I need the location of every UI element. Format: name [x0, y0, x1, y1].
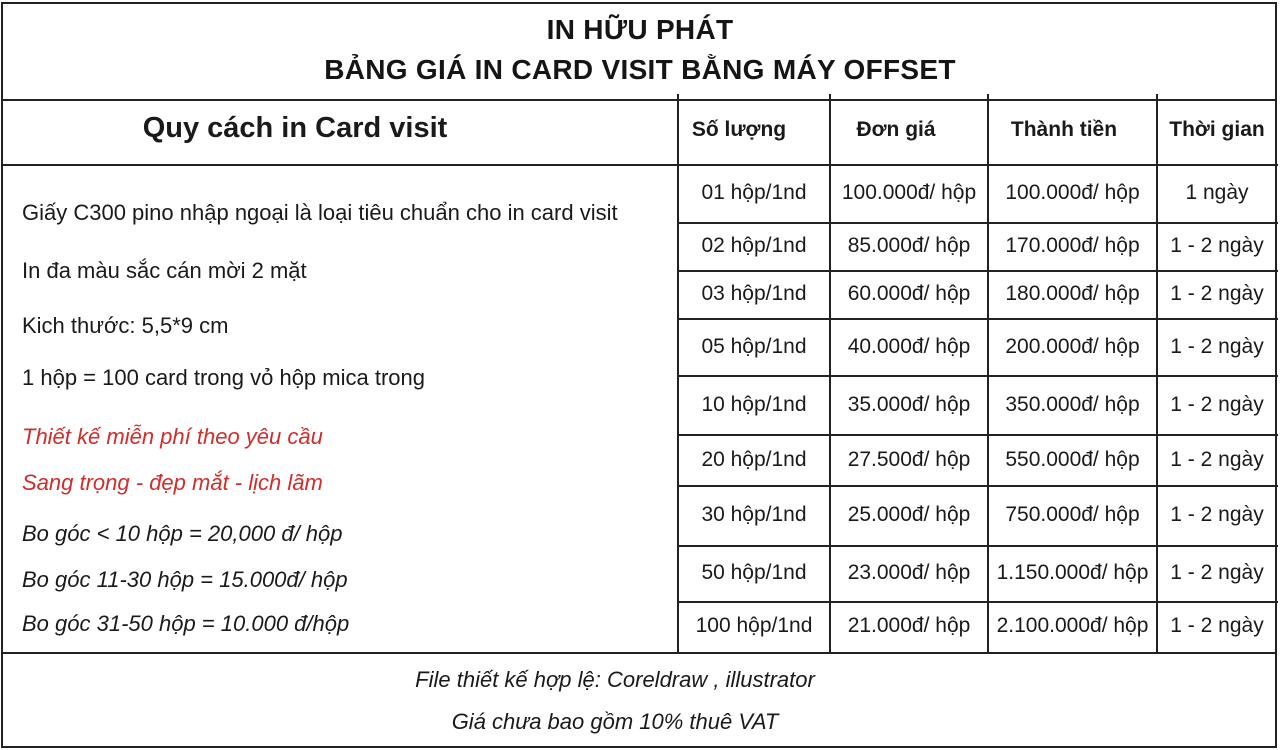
cell-quantity: 02 hộp/1nd — [701, 234, 807, 257]
cell-total: 350.000đ/ hộp — [1005, 392, 1140, 416]
cell-total: 100.000đ/ hộp — [1005, 181, 1140, 204]
footer-vat-note: Giá chưa bao gồm 10% thuê VAT — [451, 709, 779, 734]
cell-unit-price: 23.000đ/ hộp — [847, 561, 971, 584]
cell-unit-price: 40.000đ/ hộp — [847, 334, 971, 358]
col-header-unit-price: Đơn giá — [856, 118, 936, 141]
cell-total: 550.000đ/ hộp — [1005, 447, 1140, 471]
cell-unit-price: 35.000đ/ hộp — [847, 392, 971, 416]
cell-quantity: 50 hộp/1nd — [701, 561, 807, 584]
title-divider — [1, 99, 1277, 101]
table-row-divider — [677, 545, 1278, 547]
cell-duration: 1 - 2 ngày — [1170, 334, 1264, 358]
highlight-elegant: Sang trọng - đẹp mắt - lịch lãm — [22, 470, 323, 495]
cell-quantity: 100 hộp/1nd — [695, 613, 813, 637]
table-row-divider — [677, 375, 1278, 377]
col-header-quantity: Số lượng — [691, 118, 787, 141]
col-header-total: Thành tiền — [1010, 118, 1118, 141]
cell-total: 170.000đ/ hộp — [1005, 234, 1140, 257]
footer-file-formats: File thiết kế hợp lệ: Coreldraw , illustrator — [415, 667, 815, 692]
cell-duration: 1 - 2 ngày — [1170, 392, 1264, 416]
footer-divider — [1, 652, 1277, 654]
table-row-divider — [677, 164, 1278, 166]
spec-box: 1 hộp = 100 card trong vỏ hộp mica trong — [22, 365, 425, 390]
sheet-title: BẢNG GIÁ IN CARD VISIT BẰNG MÁY OFFSET — [324, 54, 956, 85]
cell-quantity: 30 hộp/1nd — [701, 503, 807, 526]
spec-color: In đa màu sắc cán mời 2 mặt — [22, 258, 307, 283]
cell-quantity: 10 hộp/1nd — [701, 392, 807, 416]
corner-price-2: Bo góc 11-30 hộp = 15.000đ/ hộp — [22, 567, 348, 592]
cell-duration: 1 ngày — [1185, 181, 1249, 204]
table-row-divider — [677, 601, 1278, 603]
cell-quantity: 01 hộp/1nd — [701, 181, 807, 204]
cell-duration: 1 - 2 ngày — [1170, 282, 1264, 305]
cell-unit-price: 25.000đ/ hộp — [847, 503, 971, 526]
table-row-divider — [677, 485, 1278, 487]
cell-quantity: 03 hộp/1nd — [701, 282, 807, 305]
table-row-divider — [677, 270, 1278, 272]
cell-total: 750.000đ/ hộp — [1005, 503, 1140, 526]
cell-total: 2.100.000đ/ hộp — [996, 613, 1149, 637]
cell-duration: 1 - 2 ngày — [1170, 447, 1264, 471]
spec-heading-divider — [1, 164, 678, 166]
cell-quantity: 20 hộp/1nd — [701, 447, 807, 471]
cell-total: 1.150.000đ/ hộp — [996, 561, 1149, 584]
cell-total: 200.000đ/ hộp — [1005, 334, 1140, 358]
company-name: IN HỮU PHÁT — [546, 14, 734, 45]
cell-unit-price: 85.000đ/ hộp — [847, 234, 971, 257]
cell-unit-price: 21.000đ/ hộp — [847, 613, 971, 637]
cell-unit-price: 27.500đ/ hộp — [847, 447, 971, 471]
highlight-free-design: Thiết kế miễn phí theo yêu cầu — [22, 424, 323, 449]
table-row-divider — [677, 318, 1278, 320]
cell-duration: 1 - 2 ngày — [1170, 503, 1264, 526]
table-row-divider — [677, 222, 1278, 224]
corner-price-3: Bo góc 31-50 hộp = 10.000 đ/hộp — [22, 611, 350, 636]
cell-duration: 1 - 2 ngày — [1170, 234, 1264, 257]
cell-duration: 1 - 2 ngày — [1170, 613, 1264, 637]
col-header-duration: Thời gian — [1169, 118, 1265, 141]
cell-total: 180.000đ/ hộp — [1005, 282, 1140, 305]
spec-paper: Giấy C300 pino nhập ngoại là loại tiêu chuẩn cho in card visit — [22, 200, 618, 225]
corner-price-1: Bo góc < 10 hộp = 20,000 đ/ hộp — [22, 521, 343, 546]
table-row-divider — [677, 434, 1278, 436]
cell-duration: 1 - 2 ngày — [1170, 561, 1264, 584]
cell-unit-price: 100.000đ/ hộp — [841, 181, 977, 204]
spec-heading: Quy cách in Card visit — [142, 112, 448, 144]
cell-unit-price: 60.000đ/ hộp — [847, 282, 971, 305]
spec-size: Kich thước: 5,5*9 cm — [22, 313, 229, 338]
cell-quantity: 05 hộp/1nd — [701, 334, 807, 358]
